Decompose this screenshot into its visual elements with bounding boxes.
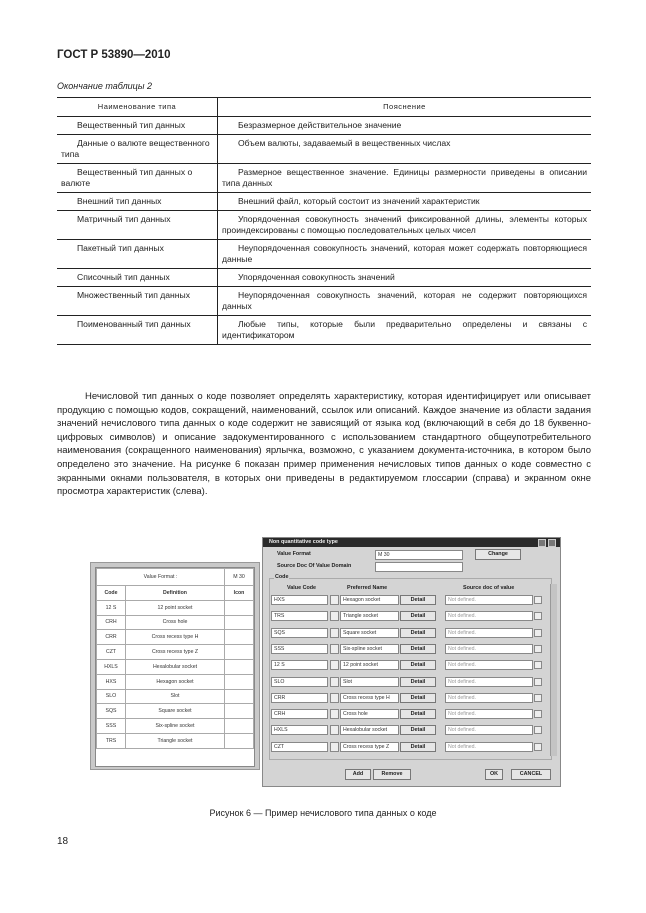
dialog-title: Non quantitative code type: [269, 539, 338, 545]
type-name: Вещественный тип данных: [77, 120, 186, 130]
preferred-name-input[interactable]: Hexalobular socket: [340, 725, 399, 735]
type-name: Поименованный тип данных: [77, 319, 191, 329]
icon-cell: [225, 630, 254, 645]
icon-cell: [225, 733, 254, 748]
type-desc: Безразмерное действительное значение: [238, 120, 402, 130]
code-icon-button[interactable]: [330, 628, 339, 638]
type-desc: Неупорядоченная совокупность значений, которая не содержит повторяющихся данных: [222, 290, 587, 311]
detail-button[interactable]: Detail: [400, 725, 436, 735]
code-icon-button[interactable]: [330, 693, 339, 703]
col-header-value-code: Value Code: [287, 585, 317, 591]
source-doc-value-input[interactable]: Not defined.: [445, 644, 533, 654]
col-header-code: Code: [97, 586, 126, 601]
characteristic-view-panel: [95, 567, 255, 767]
source-doc-value-input[interactable]: Not defined.: [445, 595, 533, 605]
table-row: [271, 709, 551, 719]
detail-button[interactable]: Detail: [400, 693, 436, 703]
type-name: Данные о валюте вещественного типа: [61, 138, 210, 159]
col-header-definition: Definition: [126, 586, 225, 601]
definition-cell: 12 point socket: [126, 600, 225, 615]
type-desc: Упорядоченная совокупность значений: [238, 272, 395, 282]
code-type-dialog: [262, 537, 561, 787]
icon-cell: [225, 719, 254, 734]
value-code-input[interactable]: SQS: [271, 628, 328, 638]
row-checkbox[interactable]: [534, 612, 542, 620]
type-name: Вещественный тип данных о валюте: [61, 167, 193, 188]
code-cell: SQS: [97, 704, 126, 719]
detail-button[interactable]: Detail: [400, 644, 436, 654]
table-row: [271, 595, 551, 605]
code-icon-button[interactable]: [330, 709, 339, 719]
col-header-icon: Icon: [225, 586, 254, 601]
definition-cell: Triangle socket: [126, 733, 225, 748]
detail-button[interactable]: Detail: [400, 742, 436, 752]
code-icon-button[interactable]: [330, 595, 339, 605]
table-row[interactable]: [97, 674, 254, 689]
value-format-input[interactable]: M 30: [375, 550, 463, 560]
value-code-input[interactable]: SSS: [271, 644, 328, 654]
code-icon-button[interactable]: [330, 611, 339, 621]
table-caption: Окончание таблицы 2: [57, 81, 152, 91]
row-checkbox[interactable]: [534, 645, 542, 653]
row-checkbox[interactable]: [534, 694, 542, 702]
row-checkbox[interactable]: [534, 661, 542, 669]
icon-cell: [225, 674, 254, 689]
table-row[interactable]: [97, 659, 254, 674]
type-desc: Внешний файл, который состоит из значений характеристик: [238, 196, 480, 206]
table-row: [271, 660, 551, 670]
col-header-desc: Пояснение: [218, 98, 592, 117]
code-cell: CZT: [97, 645, 126, 660]
icon-cell: [225, 704, 254, 719]
table-row: [57, 287, 591, 316]
row-checkbox[interactable]: [534, 678, 542, 686]
icon-cell: [225, 659, 254, 674]
row-checkbox[interactable]: [534, 629, 542, 637]
characteristic-view-window: [90, 562, 260, 770]
code-cell: SLO: [97, 689, 126, 704]
code-list-table: [96, 568, 254, 749]
type-desc: Объем валюты, задаваемый в вещественных числах: [238, 138, 451, 148]
page-number: 18: [57, 836, 69, 847]
row-checkbox[interactable]: [534, 710, 542, 718]
row-checkbox[interactable]: [534, 596, 542, 604]
row-checkbox[interactable]: [534, 743, 542, 751]
detail-button[interactable]: Detail: [400, 660, 436, 670]
body-paragraph: Нечисловой тип данных о коде позволяет определять характеристику, которая идентифицирует или описывает продукцию с помощью кодов, сокращений, наименований, ссылок или описаний. Каждое значение из области задания значений нечислового типа данных о коде содержит не зависящий от языка код (включающий в себя до 18 буквенно-цифровых символов) и описание задокументированного с использованием стандартного общеупотребительного наименования (сокращенного наименования) ярлычка, возможно, с указанием документа-источника, в котором было определено это значение. На рисунке 6 показан пример применения нечисловых типов данных о коде совместно с экранными окнами пользователя, в которых они приведены в редактируемом глоссарии (справа) и экранном окне просмотра характеристик (слева).: [57, 391, 591, 498]
source-doc-value-input[interactable]: Not defined.: [445, 725, 533, 735]
scrollbar[interactable]: [550, 584, 557, 756]
code-cell: HXS: [97, 674, 126, 689]
definition-cell: Slot: [126, 689, 225, 704]
definition-cell: Six-spline socket: [126, 719, 225, 734]
table-row: [271, 693, 551, 703]
table-row: [57, 211, 591, 240]
preferred-name-input[interactable]: Six-spline socket: [340, 644, 399, 654]
code-cell: TRS: [97, 733, 126, 748]
col-header-preferred-name: Preferred Name: [347, 585, 388, 591]
code-icon-button[interactable]: [330, 725, 339, 735]
doc-header: ГОСТ Р 53890—2010: [57, 49, 171, 61]
definition-cell: Cross recess type Z: [126, 645, 225, 660]
value-code-input[interactable]: 12 S: [271, 660, 328, 670]
table-row: [57, 269, 591, 287]
table-row: [271, 644, 551, 654]
value-code-input[interactable]: CRR: [271, 693, 328, 703]
table-row: [57, 316, 591, 345]
code-cell: CRH: [97, 615, 126, 630]
table-row: [57, 193, 591, 211]
source-doc-value-input[interactable]: Not defined.: [445, 628, 533, 638]
value-format-label: Value Format :: [97, 569, 225, 586]
preferred-name-input[interactable]: Cross recess type Z: [340, 742, 399, 752]
table-row: [271, 628, 551, 638]
preferred-name-input[interactable]: Square socket: [340, 628, 399, 638]
col-header-name: Наименование типа: [57, 98, 218, 117]
row-checkbox[interactable]: [534, 726, 542, 734]
value-code-input[interactable]: HXS: [271, 595, 328, 605]
type-name: Пакетный тип данных: [77, 243, 164, 253]
table-row: [271, 677, 551, 687]
preferred-name-input[interactable]: Cross hole: [340, 709, 399, 719]
code-cell: SSS: [97, 719, 126, 734]
type-name: Списочный тип данных: [77, 272, 170, 282]
source-doc-value-input[interactable]: Not defined.: [445, 693, 533, 703]
icon-cell: [225, 689, 254, 704]
source-doc-value-input[interactable]: Not defined.: [445, 611, 533, 621]
type-name: Матричный тип данных: [77, 214, 171, 224]
source-doc-value-input[interactable]: Not defined.: [445, 742, 533, 752]
table-row: [57, 164, 591, 193]
source-doc-value-input[interactable]: Not defined.: [445, 660, 533, 670]
code-cell: 12 S: [97, 600, 126, 615]
code-icon-button[interactable]: [330, 742, 339, 752]
table-row: [271, 742, 551, 752]
icon-cell: [225, 645, 254, 660]
type-desc: Любые типы, которые были предварительно определены и связаны с идентификатором: [222, 319, 587, 340]
definition-cell: Cross recess type H: [126, 630, 225, 645]
type-name: Внешний тип данных: [77, 196, 162, 206]
table-row[interactable]: [97, 733, 254, 748]
types-table: [57, 97, 591, 345]
detail-button[interactable]: Detail: [400, 595, 436, 605]
table-row: [57, 135, 591, 164]
definition-cell: Square socket: [126, 704, 225, 719]
definition-cell: Hexagon socket: [126, 674, 225, 689]
change-button[interactable]: Change: [475, 549, 521, 560]
close-icon[interactable]: [548, 539, 556, 547]
col-header-source-doc: Source doc of value: [463, 585, 515, 591]
value-code-input[interactable]: TRS: [271, 611, 328, 621]
preferred-name-input[interactable]: 12 point socket: [340, 660, 399, 670]
source-doc-label: Source Doc Of Value Domain: [277, 563, 352, 569]
table-row: [271, 611, 551, 621]
definition-cell: Hexalobular socket: [126, 659, 225, 674]
type-name: Множественный тип данных: [77, 290, 190, 300]
ok-button[interactable]: OK: [485, 769, 503, 780]
type-desc: Размерное вещественное значение. Единицы размерности приведены в описании типа данных: [222, 167, 587, 188]
value-code-input[interactable]: CRH: [271, 709, 328, 719]
code-icon-button[interactable]: [330, 644, 339, 654]
table-row[interactable]: [97, 615, 254, 630]
value-code-input[interactable]: SLO: [271, 677, 328, 687]
detail-button[interactable]: Detail: [400, 677, 436, 687]
icon-cell: [225, 600, 254, 615]
table-row[interactable]: [97, 630, 254, 645]
type-desc: Упорядоченная совокупность значений фиксированной длины, элементы которых проиндексированы с помощью последовательных целых чисел: [222, 214, 587, 235]
dialog-title-bar[interactable]: [263, 538, 560, 547]
table-header: [57, 98, 591, 117]
detail-button[interactable]: Detail: [400, 628, 436, 638]
preferred-name-input[interactable]: Cross recess type H: [340, 693, 399, 703]
figure-caption: Рисунок 6 — Пример нечислового типа данных о коде: [209, 808, 437, 818]
table-row[interactable]: [97, 600, 254, 615]
cancel-button[interactable]: CANCEL: [511, 769, 551, 780]
source-doc-value-input[interactable]: Not defined.: [445, 677, 533, 687]
table-row: [57, 240, 591, 269]
maximize-icon[interactable]: [538, 539, 546, 547]
detail-button[interactable]: Detail: [400, 709, 436, 719]
table-row: [57, 117, 591, 135]
table-row[interactable]: [97, 719, 254, 734]
source-doc-value-input[interactable]: Not defined.: [445, 709, 533, 719]
preferred-name-input[interactable]: Triangle socket: [340, 611, 399, 621]
preferred-name-input[interactable]: Slot: [340, 677, 399, 687]
add-button[interactable]: Add: [345, 769, 371, 780]
code-icon-button[interactable]: [330, 660, 339, 670]
preferred-name-input[interactable]: Hexagon socket: [340, 595, 399, 605]
icon-cell: [225, 615, 254, 630]
table-row[interactable]: [97, 704, 254, 719]
value-code-input[interactable]: HXLS: [271, 725, 328, 735]
code-cell: HXLS: [97, 659, 126, 674]
definition-cell: Cross hole: [126, 615, 225, 630]
table-row[interactable]: [97, 689, 254, 704]
code-group-label: Code: [275, 574, 289, 580]
value-code-input[interactable]: CZT: [271, 742, 328, 752]
code-cell: CRR: [97, 630, 126, 645]
detail-button[interactable]: Detail: [400, 611, 436, 621]
remove-button[interactable]: Remove: [373, 769, 411, 780]
table-row: [271, 725, 551, 735]
value-format-value: M 30: [225, 569, 254, 586]
value-format-label: Value Format: [277, 551, 311, 557]
source-doc-input[interactable]: [375, 562, 463, 572]
type-desc: Неупорядоченная совокупность значений, которая может содержать повторяющиеся данные: [222, 243, 587, 264]
code-icon-button[interactable]: [330, 677, 339, 687]
table-row[interactable]: [97, 645, 254, 660]
